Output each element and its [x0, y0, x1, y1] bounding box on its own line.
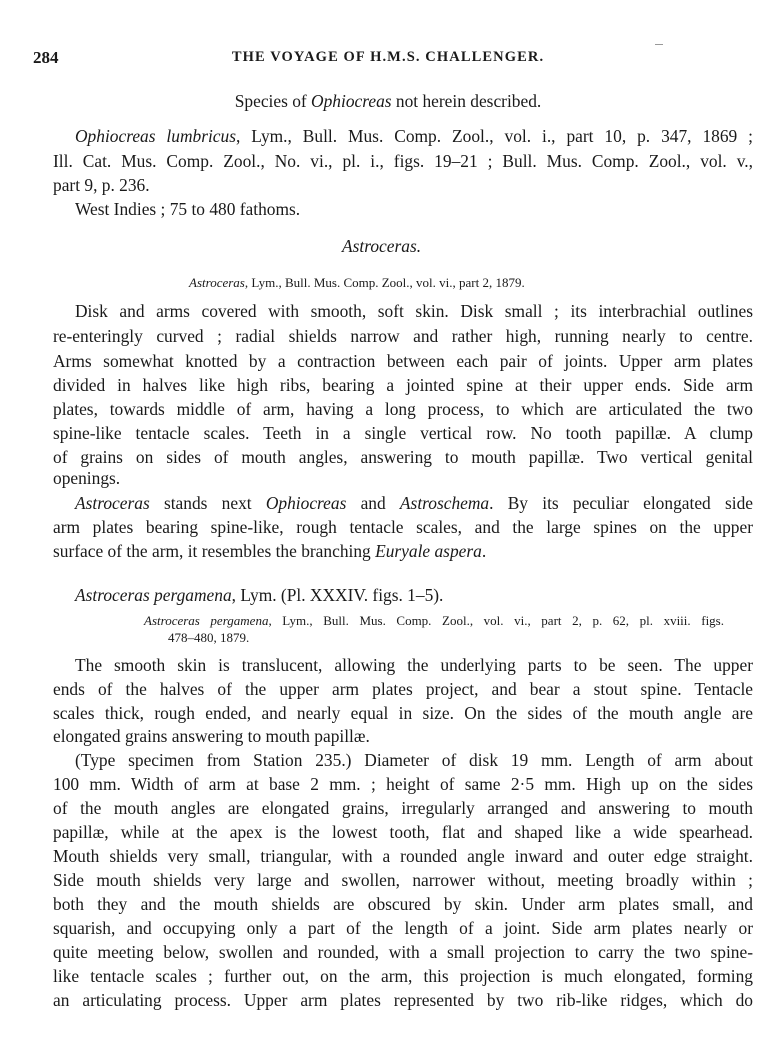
genus-citation: Astroceras, Lym., Bull. Mus. Comp. Zool., vol. vi., part 2, 1879.: [189, 275, 525, 290]
paragraph-line: divided in halves like high ribs, bearing a jointed spine at their upper ends. Side arm: [53, 375, 753, 395]
paragraph-line: elongated grains answering to mouth papillæ.: [53, 726, 370, 746]
paragraph-line: papillæ, while at the apex is the lowest tooth, flat and shaped like a wide spearhead.: [53, 822, 753, 842]
ophiocreas-locality: West Indies ; 75 to 480 fathoms.: [75, 199, 301, 219]
paragraph-line: squarish, and occupying only a part of the length of a joint. Side arm plates nearly or: [53, 918, 753, 938]
paragraph-line: spine-like tentacle scales. Teeth in a single vertical row. No tooth papillæ. A clump: [53, 423, 753, 443]
margin-mark: [655, 44, 663, 45]
paragraph-line: Side mouth shields very large and swollen, narrower without, meeting broadly within ;: [53, 870, 753, 890]
paragraph-line: plates, towards middle of arm, having a long process, to which are articulated the two: [53, 399, 753, 419]
paragraph-line: of grains on sides of mouth angles, answering to mouth papillæ. Two vertical genital: [53, 447, 753, 467]
paragraph-line: re-enteringly curved ; radial shields narrow and rather high, running nearly to centre.: [53, 326, 753, 346]
paragraph-line: arm plates bearing spine-like, rough tentacle scales, and the large spines on the upper: [53, 517, 753, 537]
paragraph-line: openings.: [53, 468, 121, 488]
page-number: 284: [33, 48, 59, 67]
section-heading-not-described: Species of Ophiocreas not herein described.: [234, 91, 542, 111]
paragraph-line: surface of the arm, it resembles the branching Euryale aspera.: [53, 541, 487, 561]
ophiocreas-entry-line-1: Ophiocreas lumbricus, Lym., Bull. Mus. Comp. Zool., vol. i., part 10, p. 347, 1869 ;: [75, 126, 753, 146]
running-title: THE VOYAGE OF H.M.S. CHALLENGER.: [231, 49, 545, 65]
paragraph-line: of the mouth angles are elongated grains, irregularly arranged and answering to mouth: [53, 798, 753, 818]
species-citation-line-1: Astroceras pergamena, Lym., Bull. Mus. Comp. Zool., vol. vi., part 2, p. 62, pl. xviii. figs.: [144, 613, 724, 628]
paragraph-line: Mouth shields very small, triangular, with a rounded angle inward and outer edge straight.: [53, 846, 753, 866]
paragraph-line: both they and the mouth shields are obscured by skin. Under arm plates small, and: [53, 894, 753, 914]
paragraph-line: Disk and arms covered with smooth, soft skin. Disk small ; its interbrachial outlines: [75, 301, 753, 321]
ophiocreas-entry-line-2: Ill. Cat. Mus. Comp. Zool., No. vi., pl. i., figs. 19–21 ; Bull. Mus. Comp. Zool., vol. v.,: [53, 151, 753, 171]
ophiocreas-entry-line-3: part 9, p. 236.: [53, 175, 150, 195]
genus-heading: Astroceras.: [342, 236, 422, 256]
paragraph-line: Astroceras stands next Ophiocreas and Astroschema. By its peculiar elongated side: [75, 493, 753, 513]
paragraph-line: ends of the halves of the upper arm plates project, and bear a stout spine. Tentacle: [53, 679, 753, 699]
paragraph-line: (Type specimen from Station 235.) Diameter of disk 19 mm. Length of arm about: [75, 750, 753, 770]
paragraph-line: scales thick, rough ended, and nearly equal in size. On the sides of the mouth angle are: [53, 703, 753, 723]
paragraph-line: Arms somewhat knotted by a contraction between each pair of joints. Upper arm plates: [53, 351, 753, 371]
species-citation-line-2: 478–480, 1879.: [168, 630, 250, 645]
paragraph-line: like tentacle scales ; further out, on the arm, this projection is much elongated, forming: [53, 966, 753, 986]
paragraph-line: quite meeting below, swollen and rounded, with a small projection to carry the two spine-: [53, 942, 753, 962]
species-heading: Astroceras pergamena, Lym. (Pl. XXXIV. figs. 1–5).: [75, 585, 444, 605]
paragraph-line: The smooth skin is translucent, allowing the underlying parts to be seen. The upper: [75, 655, 753, 675]
paragraph-line: 100 mm. Width of arm at base 2 mm. ; height of same 2·5 mm. High up on the sides: [53, 774, 753, 794]
paragraph-line: an articulating process. Upper arm plates represented by two rib-like ridges, which do: [53, 990, 753, 1010]
